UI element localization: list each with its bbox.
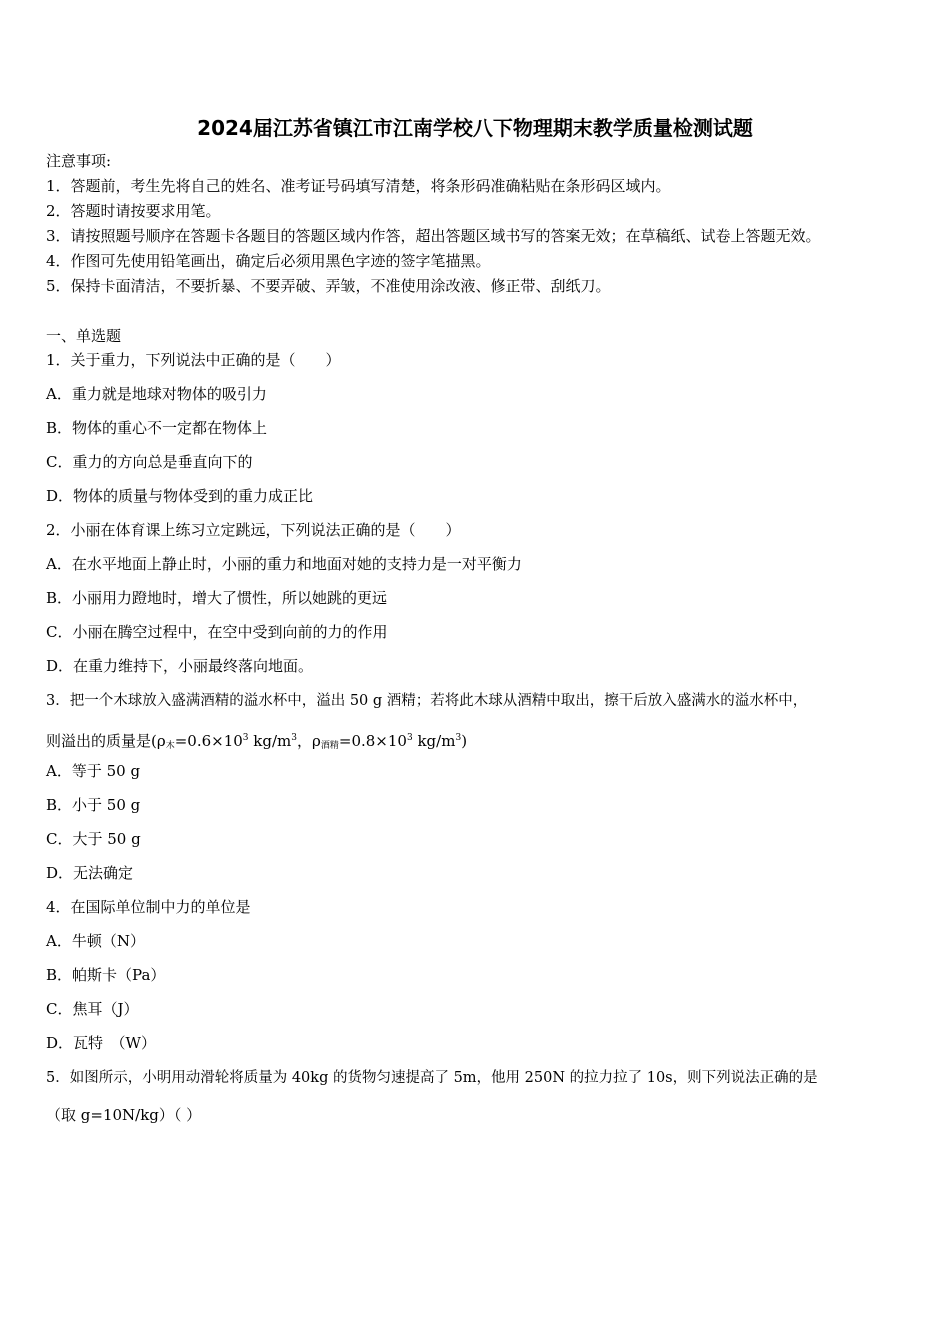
- unit-wood: kg/m: [248, 732, 292, 750]
- question-2-option-b: B．小丽用力蹬地时，增大了惯性，所以她跳的更远: [46, 589, 388, 607]
- question-3-option-d: D．无法确定: [46, 864, 134, 882]
- question-3-option-c: C．大于 50 g: [46, 830, 141, 848]
- question-1-option-a: A．重力就是地球对物体的吸引力: [46, 385, 267, 403]
- question-4-option-b: B．帕斯卡（Pa）: [46, 966, 166, 984]
- alcohol-subscript: 酒精: [320, 741, 339, 751]
- rho-symbol: ρ: [312, 732, 321, 750]
- exponent: 3: [291, 733, 298, 743]
- question-3-option-a: A．等于 50 g: [46, 762, 141, 780]
- close-paren: ): [461, 732, 468, 750]
- question-1-stem: 1．关于重力，下列说法中正确的是（ ）: [46, 351, 341, 369]
- wood-subscript: 木: [165, 741, 175, 751]
- exponent: 3: [406, 733, 413, 743]
- question-2-stem: 2．小丽在体育课上练习立定跳远，下列说法正确的是（ ）: [46, 521, 461, 539]
- question-4-option-c: C．焦耳（J）: [46, 1000, 139, 1018]
- notice-item-3: 3．请按照题号顺序在答题卡各题目的答题区域内作答，超出答题区域书写的答案无效；在草稿纸、试卷上答题无效。: [46, 227, 821, 245]
- question-1-option-c: C．重力的方向总是垂直向下的: [46, 453, 253, 471]
- question-2-option-d: D．在重力维持下，小丽最终落向地面。: [46, 657, 314, 675]
- page-title: 2024届江苏省镇江市江南学校八下物理期末教学质量检测试题: [197, 116, 753, 140]
- question-2-option-c: C．小丽在腾空过程中，在空中受到向前的力的作用: [46, 623, 388, 641]
- notice-item-2: 2．答题时请按要求用笔。: [46, 202, 221, 220]
- section-heading: 一、单选题: [46, 327, 122, 345]
- question-4-option-a: A．牛顿（N）: [46, 932, 145, 950]
- question-5-stem-line2: （取 g=10N/kg）（ ）: [46, 1106, 202, 1124]
- question-3-stem-line1: 3．把一个木球放入盛满酒精的溢水杯中，溢出 50 g 酒精；若将此木球从酒精中取出，擦干后放入盛满水的溢水杯中，: [46, 693, 808, 709]
- exponent: 3: [455, 733, 462, 743]
- notice-heading: 注意事项:: [46, 152, 112, 170]
- question-5-stem-line1: 5．如图所示，小明用动滑轮将质量为 40kg 的货物匀速提高了 5m，他用 250N 的拉力拉了 10s，则下列说法正确的是: [46, 1070, 818, 1086]
- notice-item-5: 5．保持卡面清洁，不要折暴、不要弄破、弄皱，不准使用涂改液、修正带、刮纸刀。: [46, 277, 611, 295]
- wood-density: =0.6×10: [174, 732, 243, 750]
- question-3-stem-line2: [46, 729, 467, 755]
- question-3-stem-prefix: 则溢出的质量是(: [46, 732, 157, 750]
- question-4-option-d: D．瓦特 （W）: [46, 1034, 156, 1052]
- separator: ，: [297, 732, 313, 750]
- notice-item-4: 4．作图可先使用铅笔画出，确定后必须用黑色字迹的签字笔描黑。: [46, 252, 491, 270]
- question-1-option-d: D．物体的质量与物体受到的重力成正比: [46, 487, 314, 505]
- unit-alcohol: kg/m: [412, 732, 456, 750]
- question-1-option-b: B．物体的重心不一定都在物体上: [46, 419, 268, 437]
- rho-symbol: ρ: [156, 732, 166, 750]
- exponent: 3: [242, 733, 249, 743]
- question-3-option-b: B．小于 50 g: [46, 796, 141, 814]
- notice-item-1: 1．答题前，考生先将自己的姓名、准考证号码填写清楚，将条形码准确粘贴在条形码区域内。: [46, 177, 671, 195]
- alcohol-density: =0.8×10: [338, 732, 407, 750]
- question-4-stem: 4．在国际单位制中力的单位是: [46, 898, 251, 916]
- question-2-option-a: A．在水平地面上静止时，小丽的重力和地面对她的支持力是一对平衡力: [46, 555, 522, 573]
